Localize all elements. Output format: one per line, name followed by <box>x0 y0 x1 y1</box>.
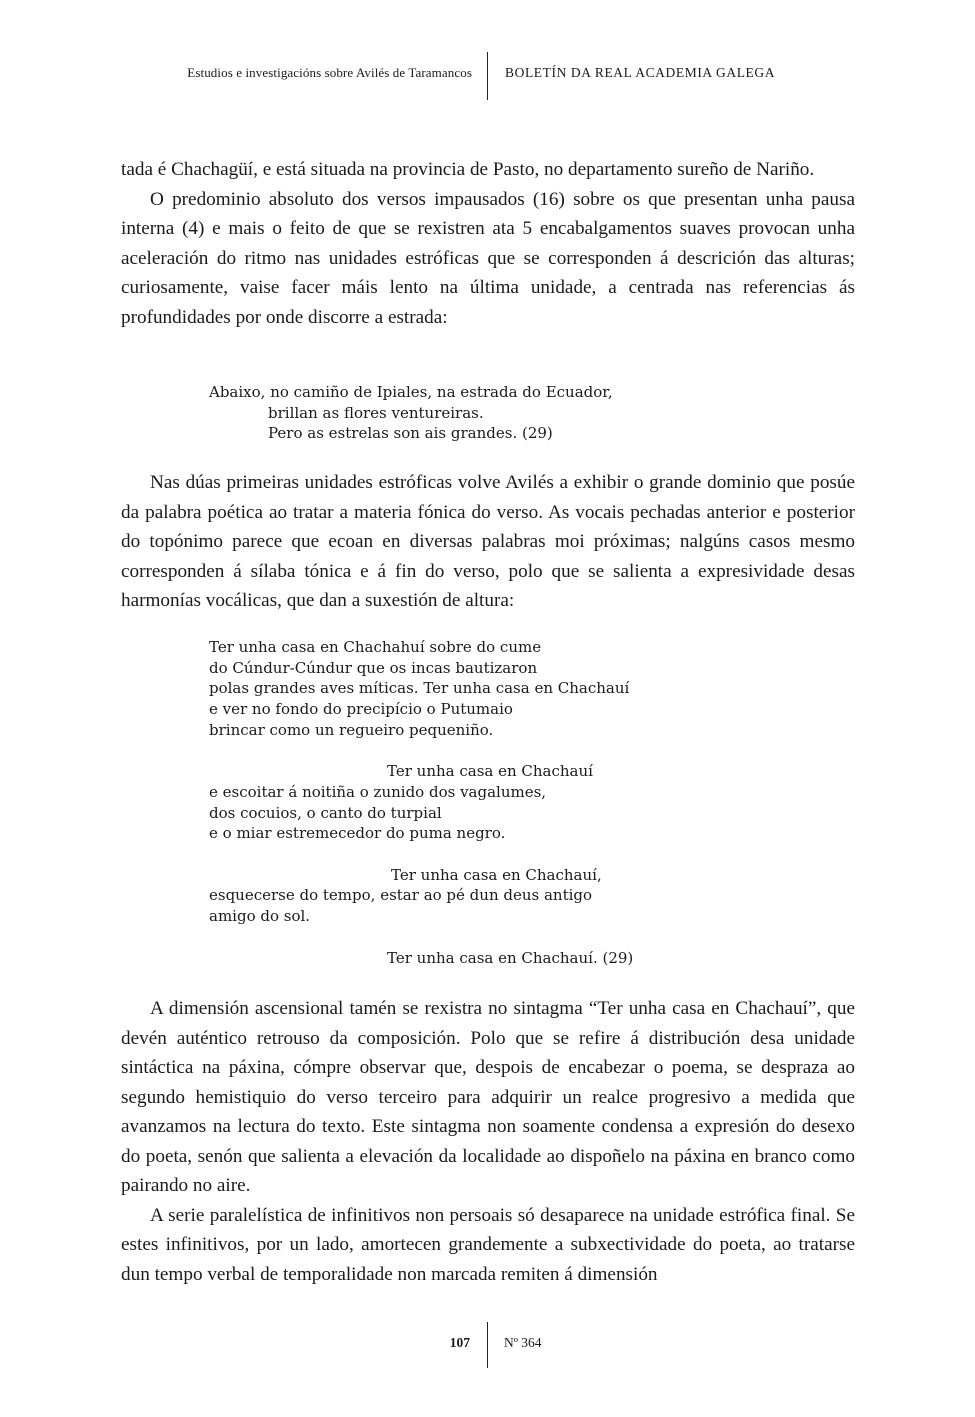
paragraph-infinitives: A serie paralelística de infinitivos non persoais só desaparece na unidade estrófica final. Se estes infinitivos, por un lado, amortecen grandemente a subxectividade do poeta, ao tratarse dun tempo verbal de temporalidade non marcada remiten á dimensión <box>121 1204 855 1285</box>
header-divider <box>487 52 488 100</box>
poem-line: brincar como un regueiro pequeniño. <box>209 720 494 739</box>
page-footer <box>0 1322 975 1370</box>
poem-line: Abaixo, no camiño de Ipiales, na estrada do Ecuador, <box>209 383 613 401</box>
poem-line: Ter unha casa en Chachauí <box>387 762 593 781</box>
poem-line: Ter unha casa en Chachahuí sobre do cume <box>209 638 542 656</box>
running-header <box>0 52 975 100</box>
text-block-1 <box>121 155 855 332</box>
poem-line: e ver no fondo do precipício o Putumaio <box>209 700 513 719</box>
poem-line: dos cocuios, o canto do turpial <box>209 803 442 822</box>
footer-divider <box>487 1322 488 1368</box>
stanza-break <box>209 741 633 762</box>
poem-line: Ter unha casa en Chachauí, <box>391 865 602 884</box>
stanza-break <box>209 844 633 865</box>
paragraph-rhythm: O predominio absoluto dos versos impausados (16) sobre os que presentan unha pausa interna (4) e mais o feito de que se rexistren ata 5 encabalgamentos suaves provocan unha aceleración do ritmo nas unidades estróficas que se corresponden á descrición das alturas; curiosamente, vaise facer máis lento na última unidade, a centrada nas referencias ás profundidades por onde discorre a estrada: <box>121 188 855 328</box>
poem-line: Pero as estrelas son ais grandes. (29) <box>268 424 553 443</box>
text-block-3 <box>121 994 855 1289</box>
poem-line: polas grandes aves míticas. Ter unha casa en Chachauí <box>209 679 630 698</box>
poem-line: esquecerse do tempo, estar ao pé dun deus antigo <box>209 886 593 905</box>
poem-line: Ter unha casa en Chachauí. (29) <box>387 948 634 967</box>
issue-number: Nº 364 <box>504 1335 542 1350</box>
poem-quote-1 <box>209 382 613 444</box>
header-journal-title: BOLETÍN DA REAL ACADEMIA GALEGA <box>505 65 776 80</box>
stanza-break <box>209 927 633 948</box>
paragraph-ascension: A dimensión ascensional tamén se rexistra no sintagma “Ter unha casa en Chachauí”, que devén auténtico retrouso da composición. Polo que se refire á distribución desa unidade sintáctica na páxina, cómpre observar que, despois de encabezar o poema, se despraza ao segundo hemistiquio do verso terceiro para adquirir un realce progresivo a medida que avanzamos na lectura do texto. Este sintagma non soamente condensa a expresión do desexo do poeta, senón que salienta a elevación da localidade ao dispoñelo na páxina en branco como pairando no aire. <box>121 998 855 1196</box>
paragraph-continuation: tada é Chachagüí, e está situada na provincia de Pasto, no departamento sureño de Nariño. <box>121 159 815 180</box>
poem-line: do Cúndur-Cúndur que os incas bautizaron <box>209 658 538 677</box>
page-number: 107 <box>449 1335 470 1350</box>
text-block-2 <box>121 468 855 616</box>
poem-line: amigo do sol. <box>209 907 311 926</box>
paragraph-phonic: Nas dúas primeiras unidades estróficas volve Avilés a exhibir o grande dominio que posúe da palabra poética ao tratar a materia fónica do verso. As vocais pechadas anterior e posterior do topónimo parece que ecoan en diversas palabras moi próximas; nalgúns casos mesmo corresponden á sílaba tónica e á fin do verso, polo que se salienta a expresividade desas harmonías vocálicas, que dan a suxestión de altura: <box>121 472 855 611</box>
poem-line: brillan as flores ventureiras. <box>268 403 484 422</box>
poem-line: e escoitar á noitiña o zunido dos vagalumes, <box>209 782 547 801</box>
poem-quote-2 <box>209 637 633 968</box>
poem-line: e o miar estremecedor do puma negro. <box>209 824 506 843</box>
header-article-title: Estudios e investigacións sobre Avilés de Taramancos <box>187 65 472 80</box>
